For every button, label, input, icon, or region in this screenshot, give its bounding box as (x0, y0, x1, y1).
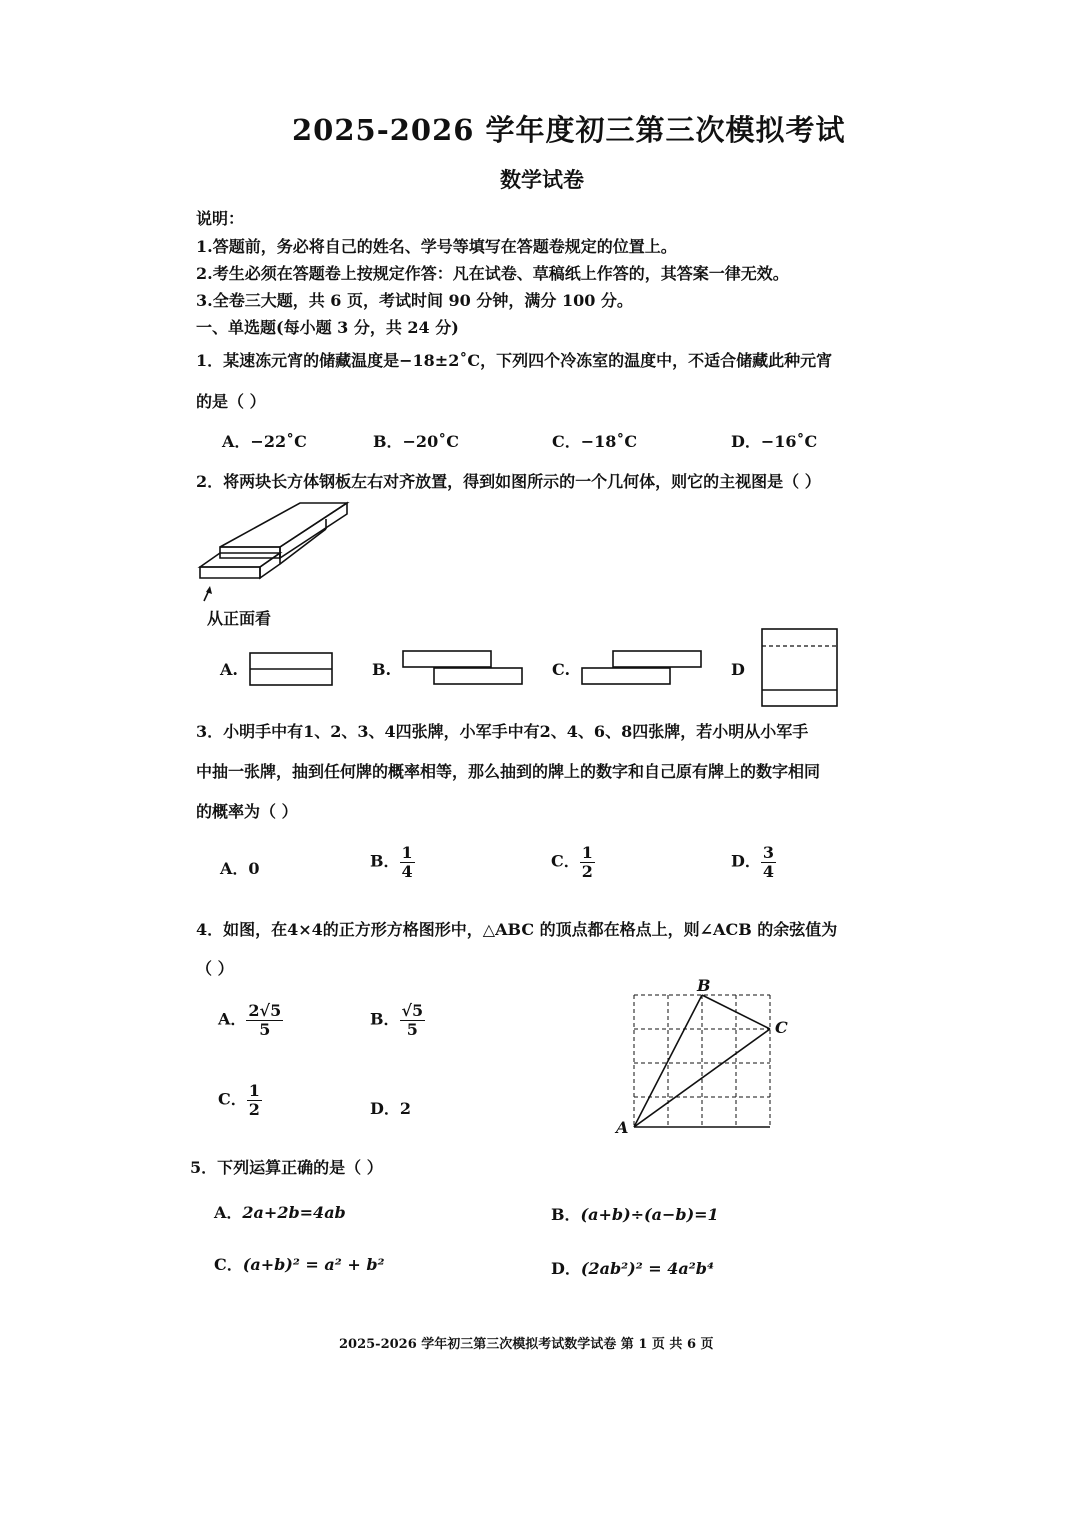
section-heading: 一、单选题(每小题 3 分，共 24 分) (196, 318, 459, 337)
q4-option-b: B． $\frac{√5}{5}$ (370, 1001, 424, 1039)
q5-option-d: D．(2ab²)² = 4a²b⁴ (551, 1259, 714, 1278)
q2-option-b-figure (402, 650, 526, 688)
q1-option-d: D．−16˚C (731, 432, 818, 451)
q4-vertex-b-label: B (697, 976, 711, 995)
q2-text: 2．将两块长方体钢板左右对齐放置，得到如图所示的一个几何体，则它的主视图是（ ） (196, 472, 821, 491)
q4-option-d: D．2 (370, 1099, 412, 1118)
q2-option-c-figure (581, 650, 705, 688)
q2-option-a-figure (249, 652, 335, 688)
q1-option-c: C．−18˚C (552, 432, 638, 451)
q1-text-line2: 的是（ ） (196, 392, 266, 411)
q2-option-b-label: B. (372, 660, 392, 679)
q2-option-d-figure (761, 628, 841, 710)
q1-option-a: A．−22˚C (222, 432, 307, 451)
q4-vertex-a-label: A (616, 1118, 629, 1137)
q4-text-line1: 4．如图，在4×4的正方形方格图形中，△ABC 的顶点都在格点上，则∠ACB 的余弦值为 (196, 920, 838, 939)
q2-option-a-label: A. (220, 660, 238, 679)
instructions-heading: 说明： (196, 209, 245, 228)
q1-option-b: B．−20˚C (373, 432, 459, 451)
q3-option-b: B． $\frac{1}{4}$ (370, 843, 413, 881)
q5-option-c: C．(a+b)² = a² + b² (214, 1255, 385, 1274)
exam-title: 2025-2026 学年度初三第三次模拟考试 (292, 113, 846, 147)
instruction-item: 2.考生必须在答题卷上按规定作答：凡在试卷、草稿纸上作答的，其答案一律无效。 (196, 264, 789, 283)
q2-view-label: 从正面看 (207, 609, 272, 628)
q3-text-line2: 中抽一张牌，抽到任何牌的概率相等，那么抽到的牌上的数字和自己原有牌上的数字相同 (196, 762, 821, 781)
q3-text-line3: 的概率为（ ） (196, 802, 298, 821)
q4-option-c: C． $\frac{1}{2}$ (218, 1081, 260, 1119)
q5-text: 5．下列运算正确的是（ ） (190, 1158, 383, 1177)
q2-solid-figure (190, 495, 360, 615)
q4-option-a: A． $\frac{2√5}{5}$ (218, 1001, 282, 1039)
q3-option-d: D． $\frac{3}{4}$ (731, 843, 775, 881)
q4-grid-figure (612, 975, 802, 1140)
q3-text-line1: 3．小明手中有1、2、3、4四张牌，小军手中有2、4、6、8四张牌，若小明从小军手 (196, 722, 809, 741)
q3-option-c: C． $\frac{1}{2}$ (551, 843, 593, 881)
q5-option-b: B．(a+b)÷(a−b)=1 (551, 1205, 719, 1224)
instruction-item: 3.全卷三大题，共 6 页，考试时间 90 分钟，满分 100 分。 (196, 291, 633, 310)
page-footer: 2025-2026 学年初三第三次模拟考试数学试卷 第 1 页 共 6 页 (339, 1337, 714, 1352)
q5-option-a: A．2a+2b=4ab (214, 1203, 346, 1222)
q1-text-line1: 1．某速冻元宵的储藏温度是−18±2˚C，下列四个冷冻室的温度中，不适合储藏此种元宵 (196, 351, 833, 370)
q3-option-a: A．0 (220, 859, 260, 878)
q4-text-line2: （ ） (196, 959, 234, 978)
q2-option-d-label: D (731, 660, 745, 679)
instruction-item: 1.答题前，务必将自己的姓名、学号等填写在答题卷规定的位置上。 (196, 237, 677, 256)
q2-option-c-label: C. (552, 660, 571, 679)
exam-subtitle: 数学试卷 (500, 167, 584, 192)
q4-vertex-c-label: C (775, 1018, 788, 1037)
